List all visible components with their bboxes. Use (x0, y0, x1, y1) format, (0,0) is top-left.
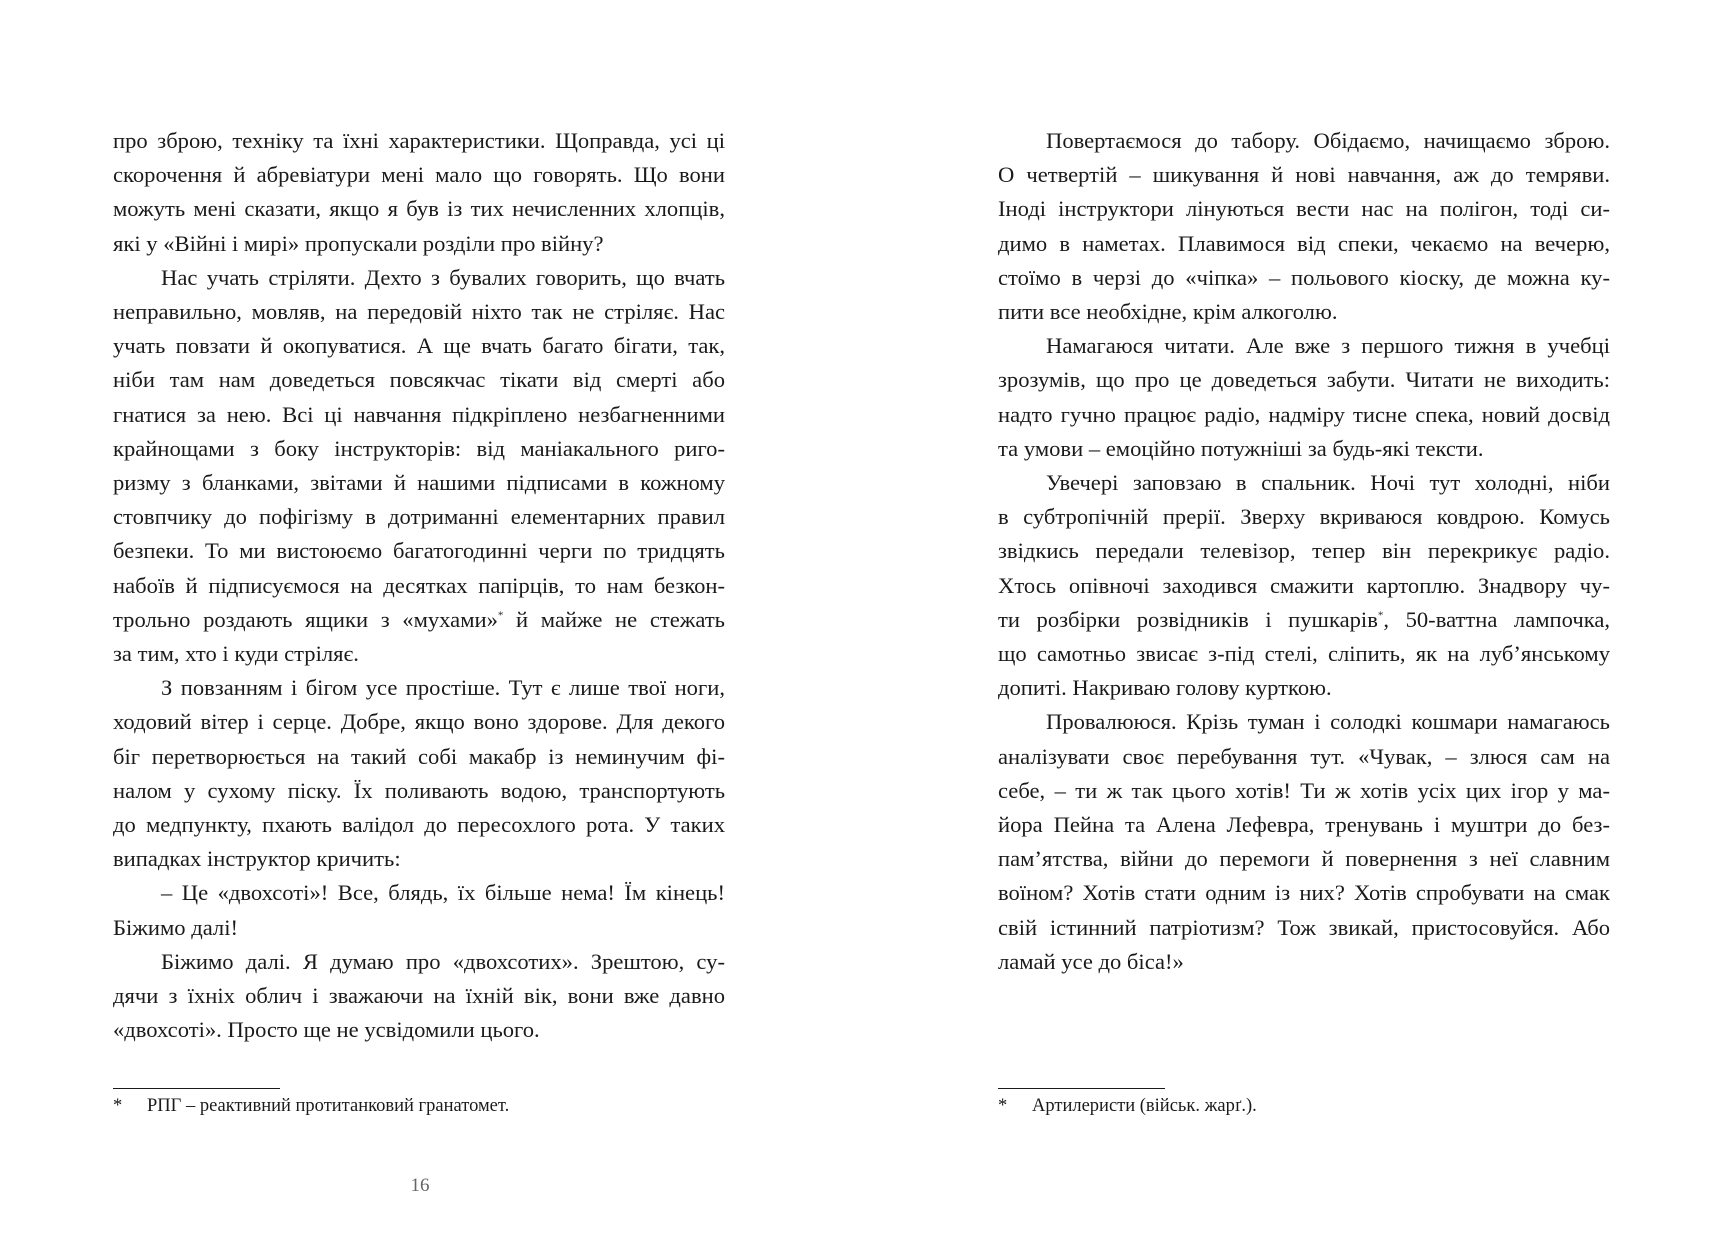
text-line (998, 637, 1610, 671)
text-line (998, 740, 1610, 774)
text-line (998, 295, 1610, 329)
text-line-content: Нас учать стріляти. Дехто з бувалих говорить, що вчать (161, 264, 725, 290)
text-line-content: можуть мені сказати, якщо я був із тих нечисленних хлопців, (113, 196, 725, 222)
text-line-content: що самотньо звисає з-під стелі, сліпить, як на луб’янському (998, 641, 1610, 667)
text-line-content: до медпункту, пхають валідол до пересохлого рота. У таких (113, 812, 725, 838)
text-line (113, 740, 725, 774)
text-line (998, 842, 1610, 876)
text-line-content: гнатися за нею. Всі ці навчання підкріплено незбагненними (113, 401, 725, 427)
text-line (113, 534, 725, 568)
text-line-content: ніби там нам доведеться повсякчас тікати від смерті або (113, 367, 725, 393)
text-line (113, 945, 725, 979)
text-line (998, 603, 1610, 637)
text-line-content: трольно роздають ящики з «мухами» (113, 606, 498, 632)
text-line-content: надто гучно працює радіо, надміру тисне спека, новий досвід (998, 401, 1610, 427)
text-line (998, 261, 1610, 295)
text-line-content: випадках інструктор кричить: (113, 846, 401, 872)
text-line-content: Намагаюся читати. Але вже з першого тижня в учебці (1046, 333, 1610, 359)
text-line-content: допиті. Накриваю голову курткою. (998, 675, 1332, 701)
text-line (998, 363, 1610, 397)
text-line (113, 876, 725, 910)
right-footnote-rule (998, 1088, 1165, 1089)
text-line-content: Повертаємося до табору. Обідаємо, начищаємо зброю. (1046, 128, 1610, 153)
text-line-content: ламай усе до біса!» (998, 948, 1184, 974)
text-line-content: неправильно, мовляв, на передовій ніхто так не стріляє. Нас (113, 299, 725, 325)
text-line-continuation: й майже не стежать (503, 606, 725, 632)
text-line (998, 158, 1610, 192)
right-footnote-text: Артилеристи (військ. жарґ.). (1032, 1096, 1257, 1116)
left-footnote (113, 1094, 509, 1118)
text-line (113, 261, 725, 295)
text-line (998, 911, 1610, 945)
text-line (998, 705, 1610, 739)
text-line-content: стоїмо в черзі до «чіпка» – польового кіоску, де можна ку- (998, 264, 1610, 290)
text-line (113, 705, 725, 739)
text-line (998, 466, 1610, 500)
text-line (113, 329, 725, 363)
text-line (113, 158, 725, 192)
text-line-content: свій істинний патріотизм? Тож звикай, пристосовуйся. Або (998, 914, 1610, 940)
text-line (113, 808, 725, 842)
text-line-content: – Це «двохсоті»! Все, блядь, їх більше нема! Їм кінець! (161, 880, 725, 906)
text-line (113, 911, 725, 945)
left-footnote-mark: * (113, 1096, 123, 1116)
text-line-content: набоїв й підписуємося на десятках папірців, то нам безкон- (113, 572, 725, 598)
text-line (998, 329, 1610, 363)
text-line-content: налом у сухому піску. Їх поливають водою, транспортують (113, 777, 725, 803)
text-line-content: ти розбірки розвідників і пушкарів (998, 606, 1378, 632)
text-line (998, 945, 1610, 979)
text-line-content: Провалююся. Крізь туман і солодкі кошмари намагаюсь (1046, 709, 1610, 735)
text-line-content: Біжимо далі! (113, 914, 238, 940)
text-line-content: ризму з бланками, звітами й нашими підписами в кожному (113, 470, 725, 496)
page-number: 16 (410, 1175, 430, 1196)
right-footnote-mark: * (998, 1096, 1008, 1116)
text-line (998, 534, 1610, 568)
text-line-content: Хтось опівночі заходився смажити картоплю. Знадвору чу- (998, 572, 1610, 598)
text-line (113, 398, 725, 432)
text-line (998, 192, 1610, 226)
text-line (113, 500, 725, 534)
text-line-content: аналізувати своє перебування тут. «Чувак, – злюся сам на (998, 743, 1610, 769)
text-line-content: стовпчику до пофігізму в дотриманні елементарних правил (113, 504, 725, 530)
text-line-content: за тим, хто і куди стріляє. (113, 641, 359, 667)
text-line (998, 774, 1610, 808)
text-line-content: О четвертій – шикування й нові навчання, аж до темряви. (998, 162, 1610, 188)
text-line-continuation: , 50-ваттна лампочка, (1383, 606, 1610, 632)
text-line (113, 603, 725, 637)
text-line (113, 295, 725, 329)
left-footnote-text: РПГ – реактивний протитанковий гранатомет. (147, 1096, 510, 1116)
text-line (113, 1013, 725, 1047)
text-line-content: йора Пейна та Алена Лефевра, тренувань і муштри до без- (998, 812, 1610, 838)
text-line (113, 979, 725, 1013)
text-line-content: З повзанням і бігом усе простіше. Тут є лише твої ноги, (161, 675, 725, 701)
text-line (113, 363, 725, 397)
text-line-content: воїном? Хотів стати одним із них? Хотів спробувати на смак (998, 880, 1610, 906)
text-line (113, 671, 725, 705)
text-line-content: Іноді інструктори лінуються вести нас на полігон, тоді си- (998, 196, 1610, 222)
text-line-content: димо в наметах. Плавимося від спеки, чекаємо на вечерю, (998, 230, 1610, 256)
text-line (998, 671, 1610, 705)
text-line-content: учать повзати й окопуватися. А ще вчать багато бігати, так, (113, 333, 725, 359)
text-line (998, 124, 1610, 158)
text-line-content: крайнощами з боку інструкторів: від маніакального риго- (113, 435, 725, 461)
text-line (998, 432, 1610, 466)
footnote-reference: * (1377, 609, 1384, 622)
text-line-content: Біжимо далі. Я думаю про «двохсотих». Зрештою, су- (161, 948, 725, 974)
text-line (998, 569, 1610, 603)
right-footnote (998, 1094, 1257, 1118)
text-line (998, 808, 1610, 842)
text-line-content: пам’ятства, війни до перемоги й повернення з неї славним (998, 846, 1610, 872)
text-line (113, 227, 725, 261)
text-line (113, 569, 725, 603)
text-line (998, 500, 1610, 534)
footnote-reference: * (497, 609, 504, 622)
text-line (998, 227, 1610, 261)
text-line (113, 842, 725, 876)
text-line-content: себе, – ти ж так цього хотів! Ти ж хотів усіх цих ігор у ма- (998, 777, 1610, 803)
text-line-content: скорочення й абревіатури мені мало що говорять. Що вони (113, 162, 725, 188)
text-line-content: звідкись передали телевізор, тепер він перекрикує радіо. (998, 538, 1610, 564)
text-line (998, 876, 1610, 910)
text-line-content: зрозумів, що про це доведеться забути. Читати не виходить: (998, 367, 1610, 393)
text-line-content: ходовий вітер і серце. Добре, якщо воно здорове. Для декого (113, 709, 725, 735)
text-line-content: в субтропічній прерії. Зверху вкриваюся ковдрою. Комусь (998, 504, 1610, 530)
text-line (998, 398, 1610, 432)
text-line-content: Увечері заповзаю в спальник. Ночі тут холодні, ніби (1046, 470, 1610, 496)
text-line-content: біг перетворюється на такий собі макабр із неминучим фі- (113, 743, 725, 769)
left-page-body-text (113, 124, 725, 1047)
text-line (113, 192, 725, 226)
text-line-content: «двохсоті». Просто ще не усвідомили цього. (113, 1017, 540, 1043)
text-line (113, 466, 725, 500)
text-line-content: пити все необхідне, крім алкоголю. (998, 299, 1338, 325)
text-line (113, 432, 725, 466)
text-line-content: дячи з їхніх облич і зважаючи на їхній вік, вони вже давно (113, 983, 725, 1009)
text-line (113, 774, 725, 808)
text-line-content: та умови – емоційно потужніші за будь-які тексти. (998, 435, 1484, 461)
text-line (113, 637, 725, 671)
left-footnote-rule (113, 1088, 280, 1089)
right-page-body-text (998, 124, 1610, 979)
text-line (113, 124, 725, 158)
text-line-content: про зброю, техніку та їхні характеристики. Щоправда, усі ці (113, 128, 725, 153)
text-line-content: які у «Війні і мирі» пропускали розділи про війну? (113, 230, 604, 256)
text-line-content: безпеки. То ми вистоюємо багатогодинні черги по тридцять (113, 538, 725, 564)
